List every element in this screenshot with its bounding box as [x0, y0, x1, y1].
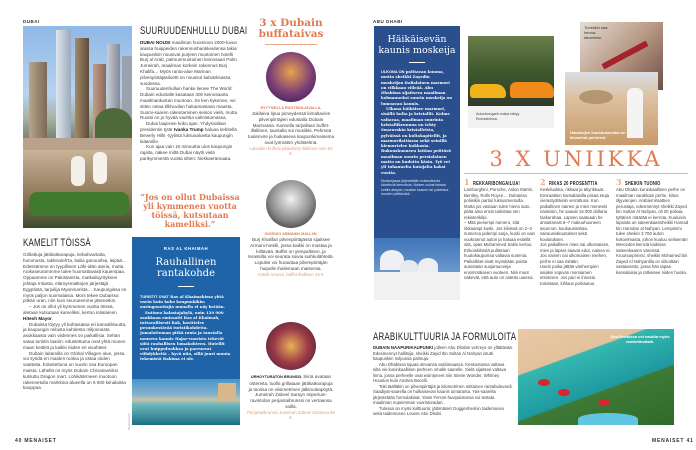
- photo-credit: Shutterstock: [127, 413, 131, 430]
- punctuation: .: [51, 315, 54, 321]
- magazine-name: MENAISET: [24, 438, 57, 444]
- divider: [464, 173, 688, 174]
- column-text: Lamborghini, Porsche, Aston Martin, Bentley, Rolls Royce… Dubaissa poliisikin partioi luksusmersulla. Mutta jos vastaan tulee hieno auto, pitää aina ensin tarkistaa sen rekisterikilpi. – Mitä pienempi numero, sitä rikkaampi kuski. Jos kilvissä on 2–3 numeroa pidempi sarja, kuski on vain vuokrannut auton ja haluaa esitellä sitä, opas Muhammed Salim kertoo. Erikoiskilvistä pulitetaan huutokaupoissa valtavia summia. Paikalliset eivät myöskään poista autostaan suojamuoveja ensimmäiseen vuoteen. Niin muut näkevät, että auto on ostettu uutena.: [464, 187, 535, 280]
- marina-night-photo: [266, 52, 316, 102]
- armani-photo: [266, 180, 316, 228]
- coast-photo: [132, 379, 240, 425]
- unique-title: 3 X UNIIKKA: [489, 147, 663, 171]
- buffet-lead: GIORGIO ARMANIN MALLIIN.: [264, 232, 318, 236]
- paragraph: maailman huomioon 2000-luvun alussa huippeiden rakennushankkeidensa takia: kaupunkiin nousivat purjeen muotoinen hotelli Burj al Arab, palmunmuotoinen keinosaari Palm Jumeirah, maailman korkein rakennus Burj Khalifa… Myös ranta-alue Marinan pilvenpiirtäjäsiluetti on noussut kahdeksassa vuodessa.: [140, 40, 238, 86]
- chef-kitchen-photo: [23, 150, 132, 228]
- photo-caption: Abu Dhabissa voi nauttia myös rantaelämästä.: [610, 334, 670, 344]
- paragraph: Dubain laitamilla on Global Villagen alue, jossa voi syödä eri maiden ruokia ja ostaa niiden vaatteita. Edustettuna on suurin osa Euroopan maista. Lähellä on myös Dubain Chinatowniksi kutsuttu Dragon mart. Lohikäärmeen muotoon rakennetulla markkina-alueella on 5 000 kiinalaista kauppaa.: [23, 350, 126, 391]
- buffet-lead: URHOYTURATON BRUNSSI.: [250, 375, 302, 379]
- paragraph: Grillattuja jättikatkarapuja, kebabvartaita, hummusta, tabbouleh'ta, baba ganoushia, leipää… Edessämme on tyypillinen Lähi-idän ateria, mutta ruokaseurammme tulee huomattavasti kauempaa. Oppaamme on Pakistanista, matkailuyrityksen johtaja Intiasta, elämysmatkojen järjestäjä Egyptistä, tarjoilija Myanmarista… Kaupungissa on myös paljon suomalaisia. Moni tekee Dubaissa pitkän uran, niin kuin seurueemme jäsenetkin.: [23, 252, 127, 304]
- column-heading-row: [616, 178, 690, 187]
- mosque-box: [374, 26, 460, 300]
- arab-body: [373, 345, 513, 417]
- person-name: Hitesh Mayor: [23, 315, 52, 321]
- column-heading-row: [540, 178, 612, 187]
- section-label-abu-dhabi: ABU DHABI: [373, 19, 403, 24]
- column-heading: RIKAS 20 PROSENTTIA: [548, 181, 598, 187]
- camels-title: KAMELIT TÖISSÄ: [23, 237, 91, 249]
- lead-in: TURISTIT OVAT: [140, 294, 169, 299]
- paragraph: Dubaista löytyy yli kahtasataa eri kansallisuutta, ja kaupungin reilusta kahdesta miljoonasta asukkaasta vain viidennes on paikallisia. Sehän sataa turistin laariin: edustettuina ovat yhtä monen maan keittiöt ja kaikki niiden eri vivahteet.: [23, 321, 127, 350]
- paragraph: haluaa kehitellä Beverly Hills -tyylistä luksusaluetta kaupungin laitamille.: [140, 126, 237, 144]
- number-3: 3: [616, 177, 622, 187]
- mosque-photo: [374, 238, 460, 300]
- buffet-text: Burj Khalifan pilvenpiirtäjässä sijaitsee Armani-hotelli, jossa kaikki on mustaa ja kiiltävää. Buffet on ylenpaltinen, ja terassilta voi seurata soivia suihkulähteitä. Lopuksi voi hurauttaa pilvenpiirtäjän huipulle ihailemaan maisemia.: [248, 237, 334, 271]
- paragraph: Tulossa on myös kulttuuria: jättimäiset Guggenheimin taidemuseo sekä taidemuseo Louvre Abu Dhabi.: [373, 405, 505, 416]
- buffet-item: [247, 374, 335, 421]
- paragraph: Kun ajaa vain 10 minuuttia ulos kaupungin rajalta, näkee miltä Dubai näytti vielä parikymmentä vuotta sitten: hiekkaerämaata.: [140, 144, 233, 161]
- paragraph: Ulkona häikäisee marmori, sisällä kulta ja kristallit. Kolme valtavaa, maailman suurinta kristallikruunua on tehty Swarovskin kristalleista, pylväissä on kultakapitellit, ja marmorilattiassa sekä seinillä kiemurtelee kukkasia. Rukoushuoneen lattian peittävä maailman suurin persialainen matto on kudottu käsin. Työ vei yli tuhannelta kutojalta kaksi vuotta.: [381, 106, 451, 175]
- buffet-price: Perjantaibrunssi Jumeirah Zabeel Saraissa 86 €.: [247, 409, 335, 421]
- box-title: Rauhallinen rantakohde: [155, 257, 217, 279]
- column-text: Keskiluokka, rikkaat ja äkyrikkaat. Emiraattien kansalaisilla piisaa etuja vierastyöläisiin verrattuna. Kun paikallinen nainen ja mies menevät naimisiin, he saavat 15 000 dollaria taskurahaa. Lapsen saatuaan he ansaitsevat 6–7 makuuhuoneen asunnon, kuukausirahaa, sairausvakuutukset sekä koulutuksen. Jos paikallinen mies nai ulkomaisen, mies ja lapset saavat edut, nainen ei. Jos nainen nai ulkomaisen miehen, perhe ei saa mitään. Usein poika jättää vanhempien asiaksi sopivan morsiamen etsimisen. Jos pari ei innostu toisistaan, kihlaus purkautuu.: [540, 187, 611, 286]
- sports-cars-photo: [468, 36, 554, 128]
- page-number: 40: [15, 438, 23, 444]
- buffet-price: Laivaden buffetti pikkelöitty illallinen noin 62 €.: [249, 145, 333, 157]
- divider: [265, 44, 317, 45]
- person-name: Ivanka Trump: [173, 126, 204, 132]
- page-footer-right: [652, 438, 694, 444]
- buffet-price: Hotelli Armani, buffet-illallinen 44 €.: [257, 271, 325, 277]
- brunch-photo: [266, 322, 316, 370]
- buffet-item: [247, 232, 335, 277]
- beach-resort-photo: [518, 329, 674, 425]
- camels-body: [23, 252, 127, 391]
- buffet-text: Siinä avataan ostereita, tuolla grillataan jättikatkarapuja ja tuossa on viisimetrinen jälkiruokapöytä. Jumeirah Zabeel Sarayn Imperium-ravintolan perjantaibrunssi on vertaansa vailla.: [248, 374, 334, 409]
- column-heading: REKKARIBONGAILUA!: [472, 181, 520, 187]
- lead-in: ULKONA ON: [381, 69, 405, 74]
- page-footer-left: [15, 438, 57, 444]
- unique-column-3: [616, 178, 690, 275]
- article-title: SUURUUDENHULLU DUBAI: [140, 25, 248, 37]
- paragraph: Ras al Khaimahissa yhtä usein kuin koko kaupunkikin: auringonottajia muualla ei näy ketään.: [140, 294, 225, 310]
- number-1: 1: [464, 177, 470, 187]
- number-2: 2: [540, 177, 546, 187]
- paragraph: polttavan kuuma, mutta sheikki Zayedin moskeijan italialainen marmori on vilkkaan viileää. Abu Dhabissa sijaitseva maailman kolmanneksi suurin moskeija on lumoavan kaunis.: [381, 69, 453, 106]
- divider: [409, 62, 425, 63]
- photo-caption: Autonbongarin maka väsyy Emiraateissa.: [476, 112, 520, 121]
- arab-title: ARABIKULTTUURIA JA FORMULOITA: [373, 331, 517, 343]
- dubai-skyline-photo: [23, 26, 132, 150]
- falcon-photo: [565, 72, 658, 145]
- section-label-dubai: DUBAI: [23, 19, 40, 24]
- paragraph: Abu Dhabissa tajuaa olevansa arabimaassa. Keskustassa valtava silta vie kuninkaallisen perheen omalle saarelle. Sielä sijaitsee valtava linna, jossa perheelle ovat esiintyneet niin Stevie Wonder, Whitney Houston kuin Andrea Bocelli.: [373, 361, 507, 383]
- paragraph: Toki täälläkin on pilvenpiirtäjiä ja kilometrinen mittainen rantabulevardi. Saadiyat-saarella on hulkaisevan kaunis uimaranta. Yas-saarella järjestetään formulakisat. Yasin Ferrari-huvipuistossa voi testata maailman nopeimman vuoristoradan.: [373, 383, 513, 405]
- unique-column-2: [540, 178, 612, 286]
- paragraph: Dubai laajenee koko ajan. Yhdysvaltain presidentin tytär: [140, 121, 227, 132]
- paragraph: – Jos on ollut yli kymmenen vuotta töissä, aletaan kutsutaan kameliksi, kertoo intialainen: [23, 304, 117, 315]
- buffets-title: 3 x Dubain buffataivas: [258, 17, 324, 40]
- column-heading: SHEIKIN TUONIO: [624, 181, 661, 187]
- box-note: Moskeijassa järjestetään maksuttomia käveleviä kierroksia. Naisen voivat lainata ovella abayan, mustan kaavun tai pukeutua muuten peittävästi.: [381, 178, 449, 197]
- lead-in: DUBAI NOUSI: [140, 40, 171, 45]
- buffet-text-wrap: [247, 374, 335, 410]
- box-kicker: RAS AL KHAIMAH: [163, 246, 209, 251]
- ras-al-khaimah-box: [132, 237, 240, 425]
- photo-caption: Haukkojen koulutusmedia on ikivanhat perinteet.: [570, 130, 626, 140]
- paragraph: jolleen Abu Dhabin vehreys on yllättävää. Edesmennyt hallitsija, sheikki Zayid Ibn Sultan Al Nahyan istutti kaupunkiin miljoonia palmuja.: [373, 345, 513, 361]
- box-body: [132, 294, 240, 362]
- column-text: Abu Dhabin kuninkaallinen perhe on maailman varakkain perhe, kiitos öljyvarojen. Arabiemiraattien perustaja, edesmennyt sheikki Zayed bin Sultan Al Nahyan, oli 20 poikaa, tyttärien määrää ei kerrota. Kuuluisin lapsista on sateenkaarisheikki Hamad bin Hamdan al Nahyan. Lempinimi tulee sheikin 3 700 auton kokoelmasta, johon kuuluu seitsemän Mercedes Benziä kaikissa sateenkaaren väreissä. Kruununprinssi, sheikki Mohamed bin Zayed Al Nahyanilla on viikoittain vastaanotto, jossa hän tapaa kansalaisia ja ratkaisee niiden huolia.: [616, 187, 689, 275]
- box-body: [374, 69, 460, 175]
- page-number: 41: [686, 438, 694, 444]
- buffet-text: Jokilaiva lipuu pimeydessä kimaltavien pilvenpiirtäjien edustalla Dubain Marinassa. Kannella tarjoillaan buffet-illallinen, taustalla soi musiikki. Pehmeä tuulenvire ja huikaiseva kaupunkimaisema ovat lyömätön yhdistelmä.: [247, 111, 335, 145]
- pull-quote: ”Jos on ollut Dubaissa yli kymmenen vuotta töissä, kutsutaan kameliksi.”: [140, 192, 240, 229]
- box-title: Häikäisevän kaunis moskeija: [378, 34, 456, 56]
- lead-in: DUBAIN NAAPURIKAUPUNKI: [373, 345, 434, 350]
- article-body: [140, 40, 242, 162]
- unique-column-1: [464, 178, 536, 281]
- buffet-item: [247, 106, 335, 157]
- buffet-lead: RYYTSIELLA RUOTSINLAIVALLA.: [260, 106, 322, 110]
- magazine-name: MENAISET: [652, 438, 685, 444]
- paragraph: Suuruudenhulluin hanke lienee The World: Dubain edustalle kasataan 300 keinosaarta maailmankartan muotoon. Se ken kykenee, voi sitten ostaa tilkhuvilan haluamastaan maasta. Suomi-saaren rakentaminen seisoo vielä, mutta Ruotsi on jo hyvää vauhtia valmistumassa.: [140, 86, 238, 121]
- paragraph: Entinen kalastajakylä, noin 120 000 asukkaan emiraatti Ras al Khaimah, tuttavallisesti Rak, havittelee pesunkestävää turistikohdetta. Jumalattoman pitkä ranta ja taustalla nouseva kaunis Hajar-vuoristo tekevät siitä rauhallisen lomakohteen. Hotellit ovat huippuluokkaa ja parruovat viihdykkeitä – hyvä niin, sillä juuri muuta tekemistä Rakissa ei ole.: [140, 309, 231, 362]
- photo-caption: Turistikin saa henna-tatuoinnin.: [584, 25, 608, 40]
- column-heading-row: [464, 178, 536, 187]
- divider: [178, 286, 194, 287]
